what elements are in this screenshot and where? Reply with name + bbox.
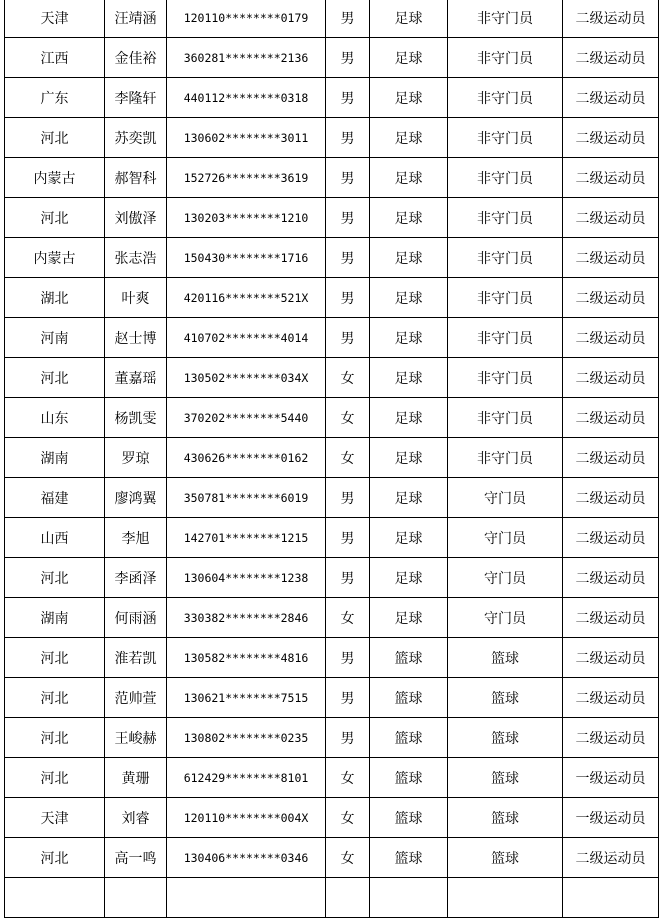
province-cell: 天津 <box>5 798 105 838</box>
province-cell: 河北 <box>5 838 105 878</box>
table-row <box>5 358 659 398</box>
province-cell: 湖北 <box>5 278 105 318</box>
name-cell: 董嘉瑶 <box>105 358 167 398</box>
level-cell: 二级运动员 <box>563 38 659 78</box>
level-cell: 二级运动员 <box>563 598 659 638</box>
province-cell: 河南 <box>5 318 105 358</box>
table-row <box>5 158 659 198</box>
id-number-cell: 370202********5440 <box>167 398 326 438</box>
level-cell: 一级运动员 <box>563 798 659 838</box>
province-cell: 内蒙古 <box>5 238 105 278</box>
table-row <box>5 38 659 78</box>
id-number-cell: 150430********1716 <box>167 238 326 278</box>
id-number-cell: 130602********3011 <box>167 118 326 158</box>
id-number-cell: 350781********6019 <box>167 478 326 518</box>
sport-cell: 篮球 <box>370 718 448 758</box>
province-cell: 河北 <box>5 758 105 798</box>
gender-cell: 男 <box>326 678 370 718</box>
level-cell: 二级运动员 <box>563 198 659 238</box>
position-cell: 非守门员 <box>448 278 563 318</box>
level-cell <box>563 878 659 918</box>
id-number-cell: 130502********034X <box>167 358 326 398</box>
table-row <box>5 798 659 838</box>
roster-body <box>5 0 659 918</box>
position-cell: 篮球 <box>448 838 563 878</box>
sport-cell: 足球 <box>370 38 448 78</box>
gender-cell <box>326 878 370 918</box>
position-cell: 非守门员 <box>448 78 563 118</box>
position-cell: 篮球 <box>448 798 563 838</box>
position-cell: 非守门员 <box>448 398 563 438</box>
gender-cell: 男 <box>326 518 370 558</box>
name-cell: 范帅萱 <box>105 678 167 718</box>
id-number-cell: 130621********7515 <box>167 678 326 718</box>
sport-cell: 篮球 <box>370 638 448 678</box>
level-cell: 二级运动员 <box>563 558 659 598</box>
province-cell: 广东 <box>5 78 105 118</box>
id-number-cell: 360281********2136 <box>167 38 326 78</box>
id-number-cell: 120110********004X <box>167 798 326 838</box>
level-cell: 二级运动员 <box>563 438 659 478</box>
gender-cell: 女 <box>326 398 370 438</box>
sport-cell: 足球 <box>370 558 448 598</box>
position-cell: 守门员 <box>448 558 563 598</box>
gender-cell: 男 <box>326 318 370 358</box>
province-cell: 湖南 <box>5 598 105 638</box>
name-cell: 郝智科 <box>105 158 167 198</box>
table-row <box>5 598 659 638</box>
id-number-cell: 330382********2846 <box>167 598 326 638</box>
table-row <box>5 238 659 278</box>
province-cell: 河北 <box>5 718 105 758</box>
province-cell: 天津 <box>5 0 105 38</box>
sport-cell: 足球 <box>370 238 448 278</box>
table-row <box>5 0 659 38</box>
table-row <box>5 638 659 678</box>
gender-cell: 男 <box>326 198 370 238</box>
table-row <box>5 518 659 558</box>
level-cell: 二级运动员 <box>563 518 659 558</box>
table-row <box>5 78 659 118</box>
level-cell: 二级运动员 <box>563 358 659 398</box>
id-number-cell <box>167 878 326 918</box>
sport-cell: 篮球 <box>370 678 448 718</box>
level-cell: 二级运动员 <box>563 238 659 278</box>
level-cell: 二级运动员 <box>563 118 659 158</box>
id-number-cell: 130582********4816 <box>167 638 326 678</box>
level-cell: 二级运动员 <box>563 838 659 878</box>
province-cell: 山东 <box>5 398 105 438</box>
position-cell: 篮球 <box>448 758 563 798</box>
table-row <box>5 758 659 798</box>
gender-cell: 男 <box>326 78 370 118</box>
sport-cell: 足球 <box>370 0 448 38</box>
id-number-cell: 130604********1238 <box>167 558 326 598</box>
sport-cell: 篮球 <box>370 758 448 798</box>
level-cell: 二级运动员 <box>563 398 659 438</box>
id-number-cell: 130203********1210 <box>167 198 326 238</box>
level-cell: 一级运动员 <box>563 758 659 798</box>
sport-cell: 足球 <box>370 478 448 518</box>
name-cell <box>105 878 167 918</box>
level-cell: 二级运动员 <box>563 718 659 758</box>
province-cell <box>5 878 105 918</box>
position-cell: 篮球 <box>448 638 563 678</box>
position-cell: 篮球 <box>448 718 563 758</box>
position-cell: 非守门员 <box>448 238 563 278</box>
name-cell: 李函泽 <box>105 558 167 598</box>
province-cell: 河北 <box>5 558 105 598</box>
sport-cell: 足球 <box>370 318 448 358</box>
name-cell: 金佳裕 <box>105 38 167 78</box>
province-cell: 河北 <box>5 358 105 398</box>
gender-cell: 女 <box>326 598 370 638</box>
level-cell: 二级运动员 <box>563 0 659 38</box>
gender-cell: 女 <box>326 838 370 878</box>
province-cell: 内蒙古 <box>5 158 105 198</box>
level-cell: 二级运动员 <box>563 78 659 118</box>
sport-cell: 足球 <box>370 358 448 398</box>
position-cell <box>448 878 563 918</box>
sport-cell: 足球 <box>370 158 448 198</box>
sport-cell: 足球 <box>370 438 448 478</box>
position-cell: 非守门员 <box>448 118 563 158</box>
gender-cell: 男 <box>326 0 370 38</box>
gender-cell: 男 <box>326 158 370 198</box>
position-cell: 非守门员 <box>448 358 563 398</box>
name-cell: 何雨涵 <box>105 598 167 638</box>
sport-cell: 足球 <box>370 518 448 558</box>
province-cell: 福建 <box>5 478 105 518</box>
id-number-cell: 420116********521X <box>167 278 326 318</box>
id-number-cell: 120110********0179 <box>167 0 326 38</box>
table-row <box>5 278 659 318</box>
position-cell: 守门员 <box>448 518 563 558</box>
gender-cell: 男 <box>326 558 370 598</box>
level-cell: 二级运动员 <box>563 158 659 198</box>
sport-cell: 足球 <box>370 398 448 438</box>
sport-cell: 篮球 <box>370 798 448 838</box>
name-cell: 苏奕凯 <box>105 118 167 158</box>
sport-cell: 足球 <box>370 78 448 118</box>
table-row <box>5 318 659 358</box>
position-cell: 非守门员 <box>448 0 563 38</box>
table-row <box>5 118 659 158</box>
level-cell: 二级运动员 <box>563 638 659 678</box>
name-cell: 刘睿 <box>105 798 167 838</box>
table-row <box>5 198 659 238</box>
position-cell: 篮球 <box>448 678 563 718</box>
name-cell: 李隆轩 <box>105 78 167 118</box>
province-cell: 湖南 <box>5 438 105 478</box>
name-cell: 赵士博 <box>105 318 167 358</box>
name-cell: 高一鸣 <box>105 838 167 878</box>
id-number-cell: 152726********3619 <box>167 158 326 198</box>
name-cell: 张志浩 <box>105 238 167 278</box>
province-cell: 河北 <box>5 678 105 718</box>
gender-cell: 男 <box>326 478 370 518</box>
level-cell: 二级运动员 <box>563 678 659 718</box>
table-row <box>5 398 659 438</box>
gender-cell: 男 <box>326 278 370 318</box>
gender-cell: 男 <box>326 718 370 758</box>
id-number-cell: 430626********0162 <box>167 438 326 478</box>
gender-cell: 女 <box>326 798 370 838</box>
sport-cell: 足球 <box>370 118 448 158</box>
id-number-cell: 440112********0318 <box>167 78 326 118</box>
name-cell: 叶爽 <box>105 278 167 318</box>
table-row <box>5 838 659 878</box>
level-cell: 二级运动员 <box>563 318 659 358</box>
name-cell: 廖鸿翼 <box>105 478 167 518</box>
name-cell: 汪靖涵 <box>105 0 167 38</box>
province-cell: 山西 <box>5 518 105 558</box>
province-cell: 河北 <box>5 198 105 238</box>
sport-cell: 足球 <box>370 198 448 238</box>
name-cell: 淮若凯 <box>105 638 167 678</box>
name-cell: 黄珊 <box>105 758 167 798</box>
sport-cell: 足球 <box>370 598 448 638</box>
gender-cell: 男 <box>326 238 370 278</box>
table-row <box>5 678 659 718</box>
table-row <box>5 438 659 478</box>
table-row <box>5 478 659 518</box>
name-cell: 王峻赫 <box>105 718 167 758</box>
province-cell: 江西 <box>5 38 105 78</box>
id-number-cell: 130406********0346 <box>167 838 326 878</box>
position-cell: 守门员 <box>448 598 563 638</box>
province-cell: 河北 <box>5 638 105 678</box>
gender-cell: 男 <box>326 118 370 158</box>
sport-cell: 足球 <box>370 278 448 318</box>
sport-cell <box>370 878 448 918</box>
gender-cell: 男 <box>326 638 370 678</box>
athlete-roster-table <box>4 0 659 918</box>
table-row <box>5 718 659 758</box>
level-cell: 二级运动员 <box>563 278 659 318</box>
position-cell: 非守门员 <box>448 318 563 358</box>
gender-cell: 女 <box>326 758 370 798</box>
gender-cell: 女 <box>326 358 370 398</box>
name-cell: 李旭 <box>105 518 167 558</box>
name-cell: 刘傲泽 <box>105 198 167 238</box>
level-cell: 二级运动员 <box>563 478 659 518</box>
table-row <box>5 558 659 598</box>
name-cell: 杨凯雯 <box>105 398 167 438</box>
id-number-cell: 130802********0235 <box>167 718 326 758</box>
table-row <box>5 878 659 918</box>
position-cell: 非守门员 <box>448 38 563 78</box>
position-cell: 非守门员 <box>448 198 563 238</box>
gender-cell: 女 <box>326 438 370 478</box>
id-number-cell: 142701********1215 <box>167 518 326 558</box>
id-number-cell: 612429********8101 <box>167 758 326 798</box>
position-cell: 非守门员 <box>448 158 563 198</box>
name-cell: 罗琼 <box>105 438 167 478</box>
position-cell: 守门员 <box>448 478 563 518</box>
gender-cell: 男 <box>326 38 370 78</box>
sport-cell: 篮球 <box>370 838 448 878</box>
id-number-cell: 410702********4014 <box>167 318 326 358</box>
province-cell: 河北 <box>5 118 105 158</box>
position-cell: 非守门员 <box>448 438 563 478</box>
